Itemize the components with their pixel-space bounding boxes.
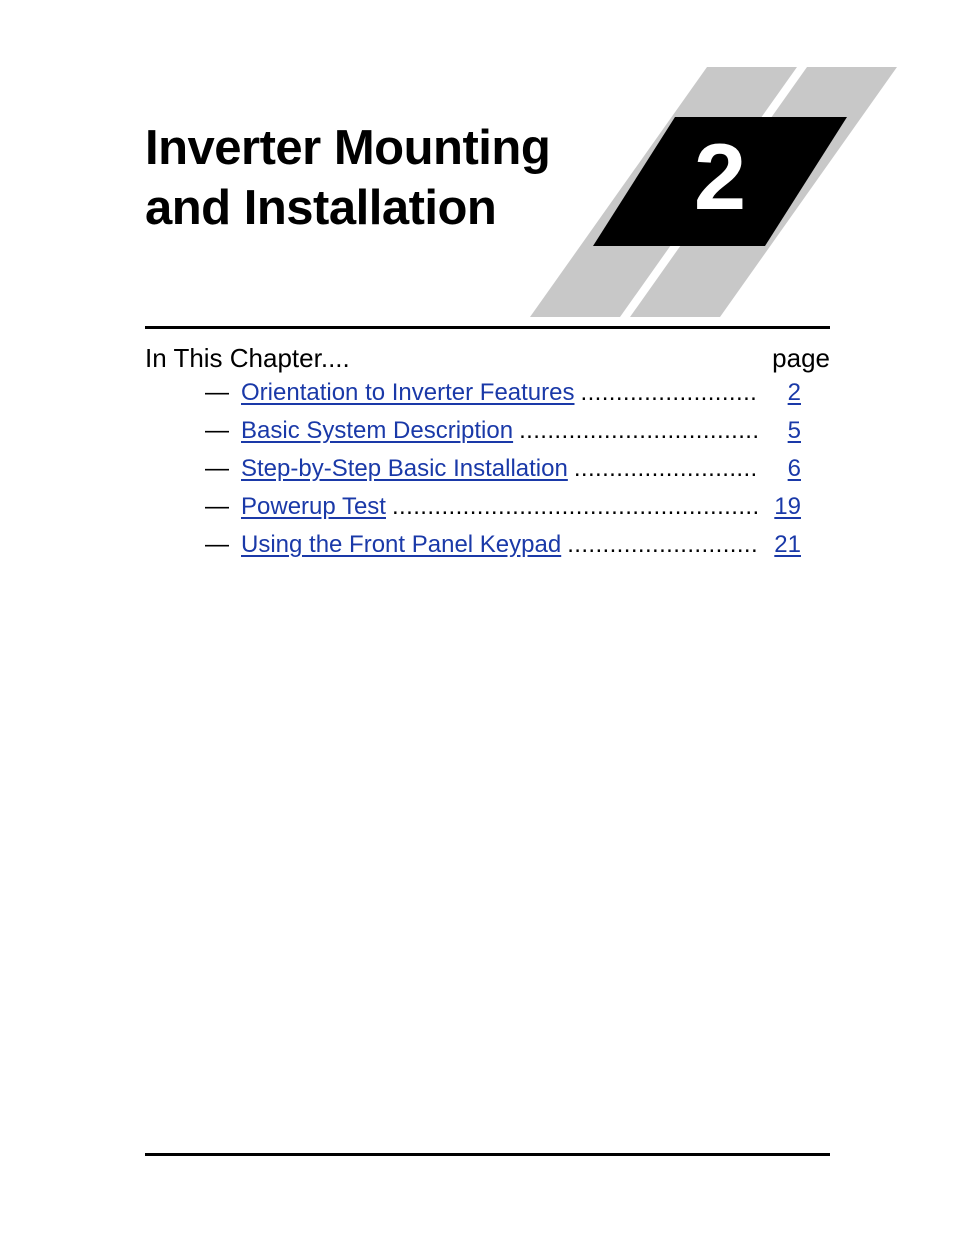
toc-page-link-basic-system[interactable]: 5 [787, 417, 801, 444]
toc-link-keypad[interactable]: Using the Front Panel Keypad [241, 531, 562, 558]
toc-link-installation[interactable]: Step-by-Step Basic Installation [241, 455, 568, 482]
toc-dash: — [205, 531, 229, 558]
toc-entry [205, 528, 805, 566]
toc-page-link-installation[interactable]: 6 [787, 455, 801, 482]
toc-page-link-keypad[interactable]: 21 [774, 531, 801, 558]
toc-page-column-label: page [772, 343, 830, 373]
toc-entry [205, 452, 805, 490]
toc-dash: — [205, 417, 229, 444]
toc-link-orientation[interactable]: Orientation to Inverter Features [241, 379, 575, 406]
chapter-number: 2 [693, 124, 747, 229]
toc-page-link-orientation[interactable]: 2 [787, 379, 801, 406]
toc-dash: — [205, 493, 229, 520]
toc-dash: — [205, 379, 229, 406]
toc-leader [567, 528, 759, 562]
toc-leader [574, 452, 759, 486]
chapter-title-line-2: and Installation [145, 181, 497, 235]
toc-link-powerup-test[interactable]: Powerup Test [241, 493, 386, 520]
toc-entry [205, 490, 805, 528]
bottom-divider [145, 1153, 830, 1156]
toc-link-basic-system[interactable]: Basic System Description [241, 417, 514, 444]
toc-entry [205, 376, 805, 414]
toc-heading-label: In This Chapter.... [145, 343, 350, 373]
toc-entry [205, 414, 805, 452]
toc-dash: — [205, 455, 229, 482]
toc-heading [145, 341, 830, 375]
chapter-number-graphic [525, 62, 905, 322]
chapter-title-line-1: Inverter Mounting [145, 121, 551, 175]
toc-leader [392, 490, 759, 524]
toc-list [205, 376, 805, 566]
toc-page-link-powerup-test[interactable]: 19 [774, 493, 801, 520]
toc-leader [581, 376, 760, 410]
toc-leader [519, 414, 759, 448]
chapter-title [145, 118, 550, 238]
top-divider [145, 326, 830, 329]
